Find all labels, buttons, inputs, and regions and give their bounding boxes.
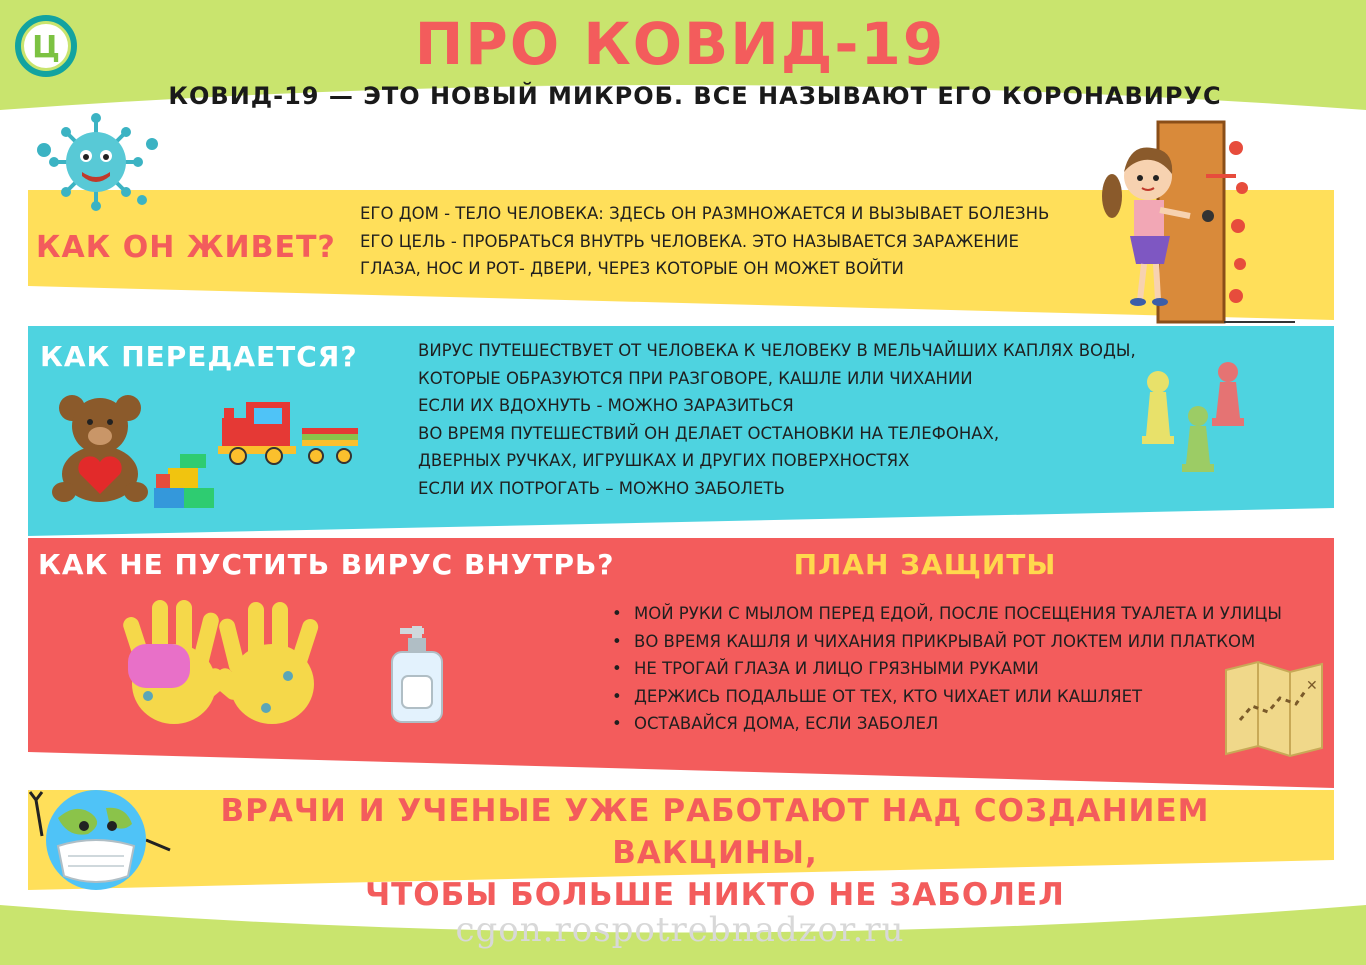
lives-line: ГЛАЗА, НОС И РОТ- ДВЕРИ, ЧЕРЕЗ КОТОРЫЕ ОН МОЖЕТ ВОЙТИ [360, 259, 904, 278]
handprints-icon [112, 596, 327, 736]
heading-how-it-lives: КАК ОН ЖИВЕТ? [36, 230, 336, 265]
teddy-bear-icon [50, 392, 150, 504]
plan-item: • ДЕРЖИСЬ ПОДАЛЬШЕ ОТ ТЕХ, КТО ЧИХАЕТ ИЛИ КАШЛЯЕТ [612, 683, 1282, 711]
transmits-line: ВО ВРЕМЯ ПУТЕШЕСТВИЙ ОН ДЕЛАЕТ ОСТАНОВКИ НА ТЕЛЕФОНАХ, [418, 423, 1000, 443]
page-title: ПРО КОВИД-19 [414, 10, 946, 78]
protection-plan-list [612, 600, 1282, 738]
page-subtitle: КОВИД-19 — ЭТО НОВЫЙ МИКРОБ. ВСЕ НАЗЫВАЮТ ЕГО КОРОНАВИРУС [168, 82, 1222, 110]
lives-line: ЕГО ЦЕЛЬ - ПРОБРАТЬСЯ ВНУТРЬ ЧЕЛОВЕКА. ЭТО НАЗЫВАЕТСЯ ЗАРАЖЕНИЕ [360, 231, 1019, 251]
lives-line: ЕГО ДОМ - ТЕЛО ЧЕЛОВЕКА: ЗДЕСЬ ОН РАЗМНОЖАЕТСЯ И ВЫЗЫВАЕТ БОЛЕЗНЬ [360, 204, 1050, 223]
plan-item: • МОЙ РУКИ С МЫЛОМ ПЕРЕД ЕДОЙ, ПОСЛЕ ПОСЕЩЕНИЯ ТУАЛЕТА И УЛИЦЫ [612, 600, 1282, 628]
girl-door-illustration [1090, 118, 1305, 328]
source-watermark: cgon.rospotrebnadzor.ru [455, 910, 905, 950]
heading-how-it-transmits: КАК ПЕРЕДАЕТСЯ? [40, 340, 358, 373]
footer-line-1: ВРАЧИ И УЧЕНЫЕ УЖЕ РАБОТАЮТ НАД СОЗДАНИЕМ ВАКЦИНЫ, [220, 793, 1210, 871]
virus-icon [34, 112, 159, 212]
plan-item: • НЕ ТРОГАЙ ГЛАЗА И ЛИЦО ГРЯЗНЫМИ РУКАМИ [612, 655, 1282, 683]
heading-keep-virus-out: КАК НЕ ПУСТИТЬ ВИРУС ВНУТРЬ? [38, 548, 615, 581]
logo-letter: Ц [32, 30, 60, 65]
svg-text:✕: ✕ [1306, 678, 1318, 694]
footer-line-2: ЧТОБЫ БОЛЬШЕ НИКТО НЕ ЗАБОЛЕЛ [365, 877, 1065, 913]
transmits-line: ДВЕРНЫХ РУЧКАХ, ИГРУШКАХ И ДРУГИХ ПОВЕРХНОСТЯХ [418, 451, 910, 470]
building-blocks-icon [150, 452, 220, 514]
plan-item: • ВО ВРЕМЯ КАШЛЯ И ЧИХАНИЯ ПРИКРЫВАЙ РОТ ЛОКТЕМ ИЛИ ПЛАТКОМ [612, 628, 1282, 656]
transmits-line: КОТОРЫЕ ОБРАЗУЮТСЯ ПРИ РАЗГОВОРЕ, КАШЛЕ ИЛИ ЧИХАНИИ [418, 368, 973, 388]
transmits-text [418, 337, 1136, 502]
soap-dispenser-icon [386, 624, 450, 724]
logo-icon [14, 14, 78, 78]
lives-text [360, 200, 1049, 283]
transmits-line: ЕСЛИ ИХ ВДОХНУТЬ - МОЖНО ЗАРАЗИТЬСЯ [418, 396, 794, 415]
toy-train-icon [216, 398, 361, 468]
heading-protection-plan: ПЛАН ЗАЩИТЫ [793, 548, 1057, 581]
game-pieces-icon [1140, 360, 1255, 480]
transmits-line: ВИРУС ПУТЕШЕСТВУЕТ ОТ ЧЕЛОВЕКА К ЧЕЛОВЕКУ В МЕЛЬЧАЙШИХ КАПЛЯХ ВОДЫ, [418, 341, 1136, 360]
transmits-line: ЕСЛИ ИХ ПОТРОГАТЬ – МОЖНО ЗАБОЛЕТЬ [418, 478, 785, 498]
footer-message [150, 790, 1280, 916]
plan-item: • ОСТАВАЙСЯ ДОМА, ЕСЛИ ЗАБОЛЕЛ [612, 710, 1282, 738]
map-icon [1222, 660, 1326, 760]
